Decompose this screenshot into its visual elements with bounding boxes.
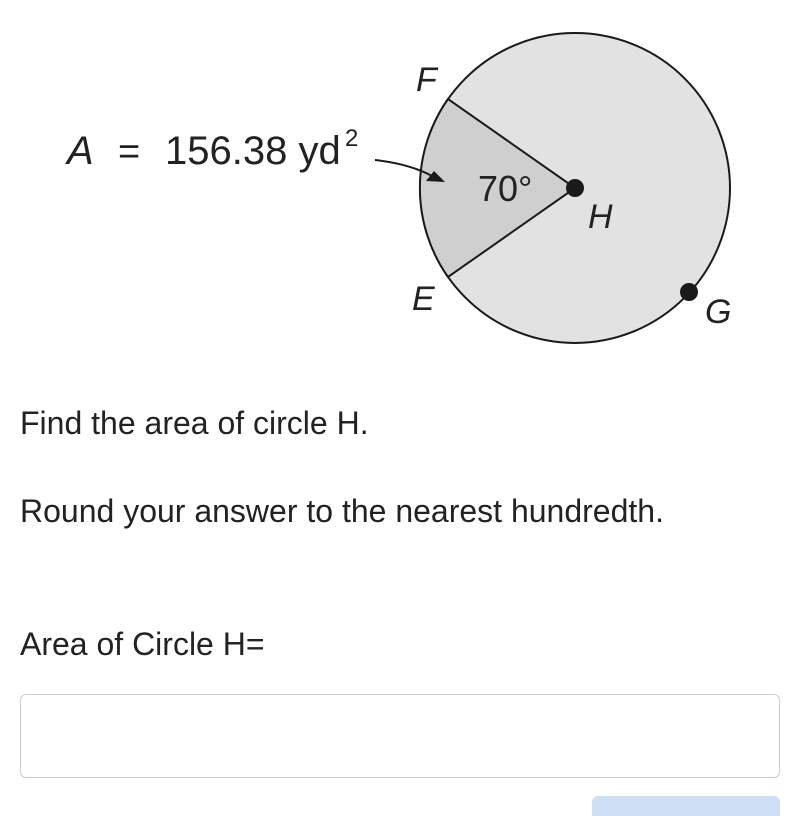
area-value: 156.38 yd: [165, 129, 341, 173]
rounding-instruction: Round your answer to the nearest hundredth.: [20, 493, 664, 529]
point-g-dot: [680, 283, 698, 301]
circle-diagram-svg: [0, 0, 800, 360]
point-label-h: H: [588, 198, 613, 236]
area-superscript: 2: [345, 125, 359, 152]
circle-diagram: [0, 0, 800, 360]
area-equals: =: [118, 131, 141, 173]
question-text: Find the area of circle H.: [20, 405, 369, 441]
point-label-f: F: [416, 61, 437, 99]
area-variable: A: [67, 129, 94, 173]
area-answer-input[interactable]: [20, 694, 780, 778]
submit-button[interactable]: [592, 796, 780, 816]
point-label-e: E: [412, 280, 435, 318]
point-label-g: G: [705, 293, 732, 331]
angle-label: 70°: [478, 168, 533, 209]
answer-label: Area of Circle H=: [20, 626, 265, 662]
center-point-h: [566, 179, 584, 197]
